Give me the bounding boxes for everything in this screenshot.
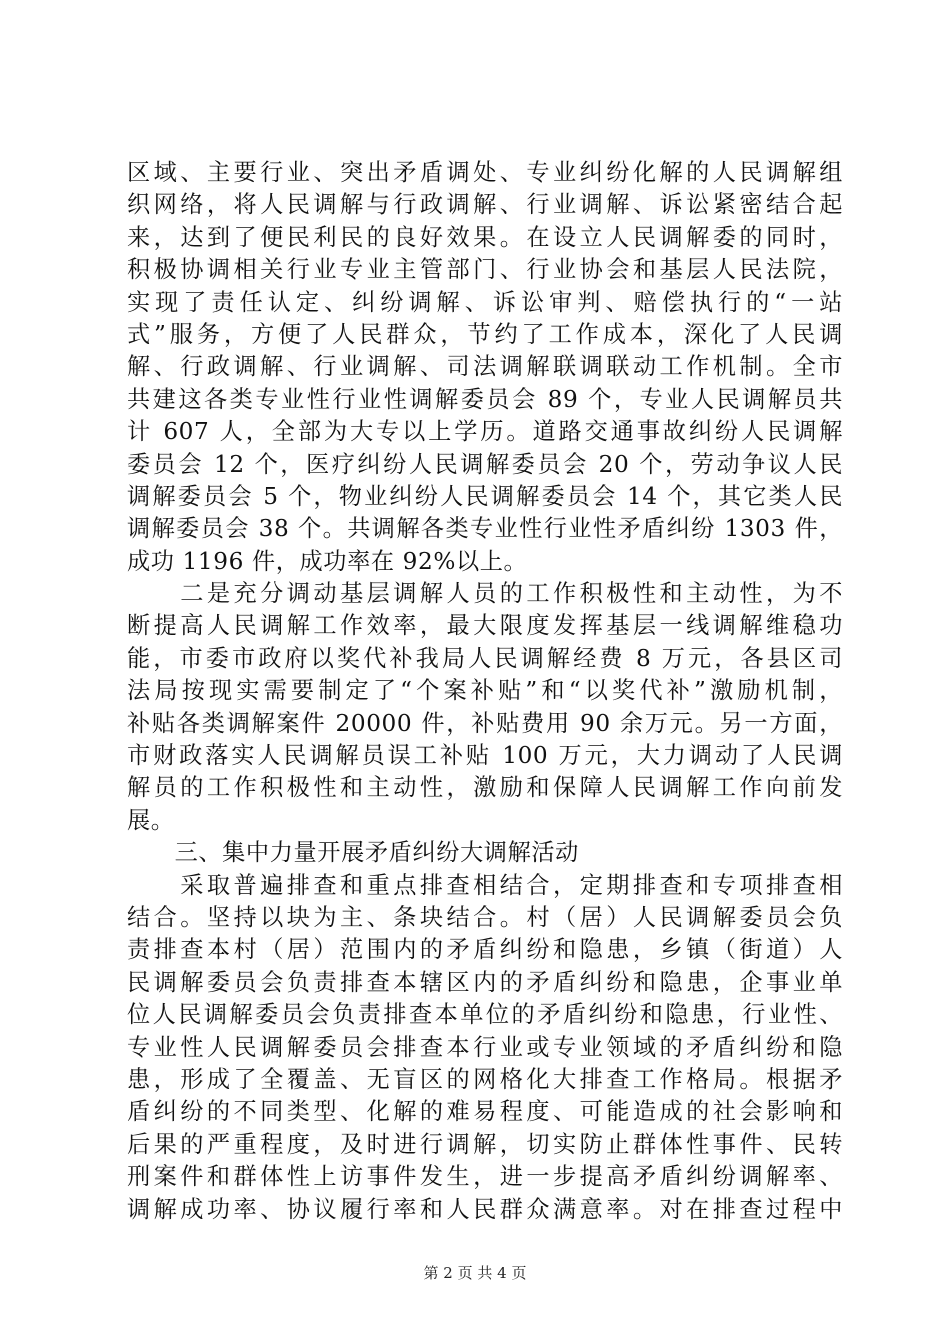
text-line: 调解委员会 38 个。共调解各类专业性行业性矛盾纠纷 1303 件， — [127, 515, 843, 543]
text-line: 解、行政调解、行业调解、司法调解联调联动工作机制。全市 — [127, 353, 843, 381]
text-line: 断提高人民调解工作效率，最大限度发挥基层一线调解维稳功 — [127, 612, 843, 640]
text-line: 法局按现实需要制定了“个案补贴”和“以奖代补”激励机制， — [127, 677, 843, 705]
text-line: 计 607 人，全部为大专以上学历。道路交通事故纠纷人民调解 — [127, 418, 843, 446]
text-line: 来，达到了便民利民的良好效果。在设立人民调解委的同时， — [127, 223, 843, 251]
document-body — [127, 157, 843, 1226]
text-line: 刑案件和群体性上访事件发生，进一步提高矛盾纠纷调解率、 — [127, 1163, 843, 1191]
text-line: 解员的工作积极性和主动性，激励和保障人民调解工作向前发 — [127, 774, 843, 802]
text-line: 展。 — [127, 806, 175, 834]
text-line: 二是充分调动基层调解人员的工作积极性和主动性，为不 — [127, 580, 843, 608]
text-line: 专业性人民调解委员会排查本行业或专业领域的矛盾纠纷和隐 — [127, 1033, 843, 1061]
text-line: 委员会 12 个，医疗纠纷人民调解委员会 20 个，劳动争议人民 — [127, 450, 843, 478]
text-line: 市财政落实人民调解员误工补贴 100 万元，大力调动了人民调 — [127, 742, 843, 770]
text-line: 调解成功率、协议履行率和人民群众满意率。对在排查过程中 — [127, 1195, 843, 1223]
text-line: 织网络，将人民调解与行政调解、行业调解、诉讼紧密结合起 — [127, 191, 843, 219]
text-line: 能，市委市政府以奖代补我局人民调解经费 8 万元，各县区司 — [127, 644, 843, 672]
text-line: 共建这各类专业性行业性调解委员会 89 个，专业人民调解员共 — [127, 385, 843, 413]
section-heading: 三、集中力量开展矛盾纠纷大调解活动 — [127, 839, 579, 867]
text-line: 患，形成了全覆盖、无盲区的网格化大排查工作格局。根据矛 — [127, 1065, 843, 1093]
text-line: 采取普遍排查和重点排查相结合，定期排查和专项排查相 — [127, 871, 843, 899]
page-number-footer: 第 2 页 共 4 页 — [423, 1264, 527, 1282]
text-line: 补贴各类调解案件 20000 件，补贴费用 90 余万元。另一方面， — [127, 709, 843, 737]
text-line: 民调解委员会负责排查本辖区内的矛盾纠纷和隐患，企事业单 — [127, 968, 843, 996]
text-line: 式”服务，方便了人民群众，节约了工作成本，深化了人民调 — [127, 320, 843, 348]
text-line: 后果的严重程度，及时进行调解，切实防止群体性事件、民转 — [127, 1130, 843, 1158]
text-line: 调解委员会 5 个，物业纠纷人民调解委员会 14 个，其它类人民 — [127, 482, 843, 510]
text-line: 责排查本村（居）范围内的矛盾纠纷和隐患，乡镇（街道）人 — [127, 936, 843, 964]
text-line: 积极协调相关行业专业主管部门、行业协会和基层人民法院， — [127, 256, 843, 284]
text-line: 位人民调解委员会负责排查本单位的矛盾纠纷和隐患，行业性、 — [127, 1001, 843, 1029]
text-line: 实现了责任认定、纠纷调解、诉讼审判、赔偿执行的“一站 — [127, 288, 843, 316]
text-line: 盾纠纷的不同类型、化解的难易程度、可能造成的社会影响和 — [127, 1098, 843, 1126]
text-line: 成功 1196 件，成功率在 92%以上。 — [127, 547, 528, 575]
text-line: 结合。坚持以块为主、条块结合。村（居）人民调解委员会负 — [127, 903, 843, 931]
text-line: 区域、主要行业、突出矛盾调处、专业纠纷化解的人民调解组 — [127, 159, 843, 186]
